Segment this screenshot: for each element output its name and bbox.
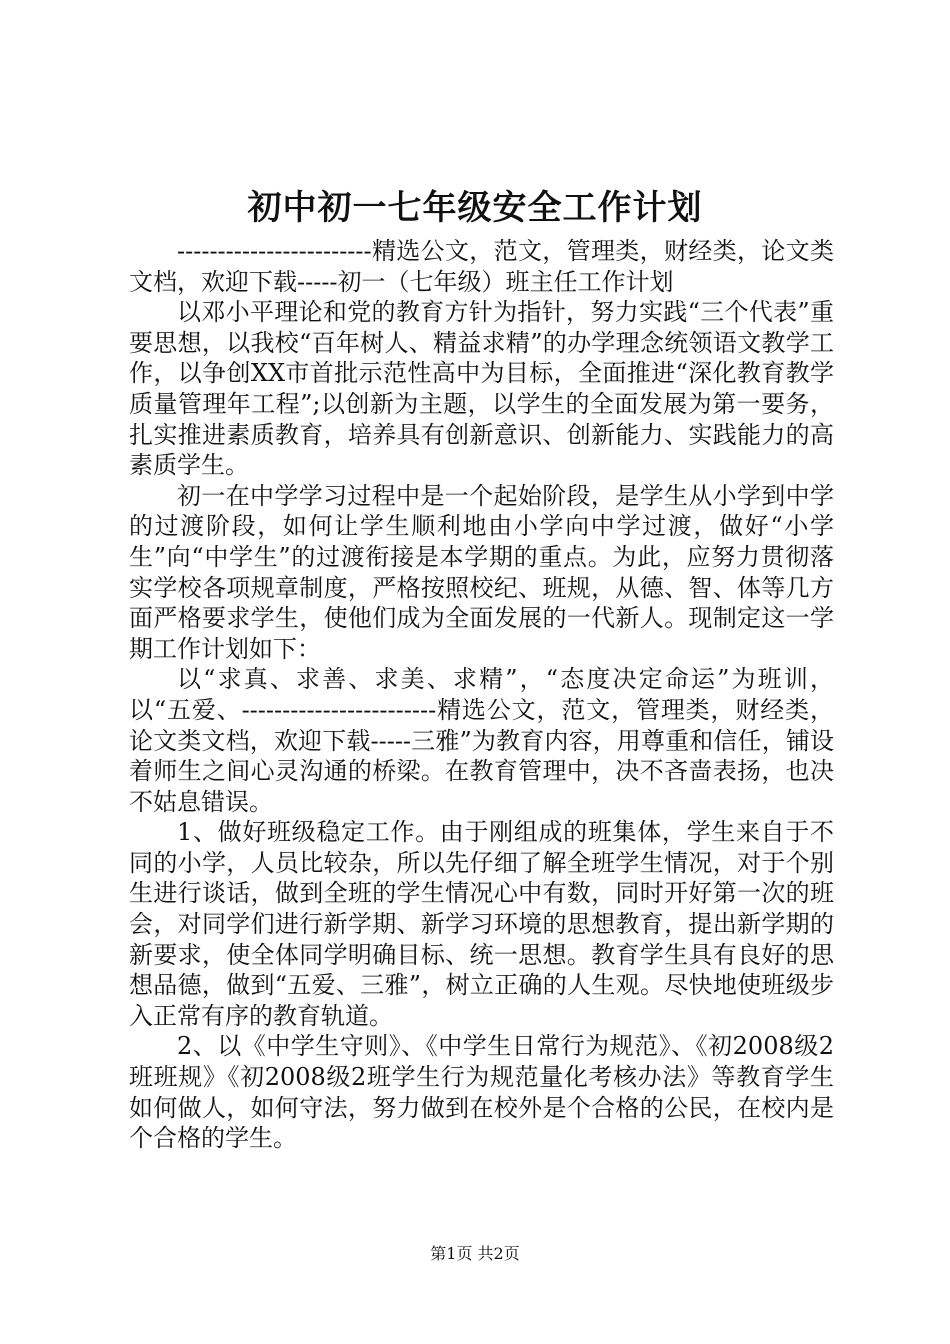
paragraph-guiding-principle: 以邓小平理论和党的教育方针为指针，努力实践“三个代表”重要思想，以我校“百年树人、精益求精”的办学理念统领语文教学工作，以争创XX市首批示范性高中为目标，全面推进“深化教育教学质量管理年工程”;以创新为主题，以学生的全面发展为第一要务，扎实推进素质教育，培养具有创新意识、创新能力、实践能力的高素质学生。 (129, 298, 834, 480)
paragraph-transition-stage: 初一在中学学习过程中是一个起始阶段，是学生从小学到中学的过渡阶段，如何让学生顺利地由小学向中学过渡，做好“小学生”向“中学生”的过渡衔接是本学期的重点。为此，应努力贯彻落实学校各项规章制度，严格按照校纪、班规，从德、智、体等几方面严格要求学生，使他们成为全面发展的一代新人。现制定这一学期工作计划如下： (129, 481, 834, 663)
paragraph-item-2: 2、以《中学生守则》、《中学生日常行为规范》、《初2008级2班班规》《初2008级2班学生行为规范量化考核办法》等教育学生如何做人，如何守法，努力做到在校外是个合格的公民，在校内是个合格的学生。 (129, 1032, 834, 1153)
paragraph-item-1: 1、做好班级稳定工作。由于刚组成的班集体，学生来自于不同的小学，人员比较杂，所以先仔细了解全班学生情况，对于个别生进行谈话，做到全班的学生情况心中有数，同时开好第一次的班会，对同学们进行新学期、新学习环境的思想教育，提出新学期的新要求，使全体同学明确目标、统一思想。教育学生具有良好的思想品德，做到“五爱、三雅”，树立正确的人生观。尽快地使班级步入正常有序的教育轨道。 (129, 818, 834, 1030)
paragraph-intro: ------------------------精选公文，范文，管理类，财经类，论文类文档，欢迎下载-----初一（七年级）班主任工作计划 (129, 237, 834, 296)
document-title: 初中初一七年级安全工作计划 (247, 188, 703, 228)
page-number-footer: 第1页 共2页 (430, 1244, 520, 1263)
document-body (129, 236, 834, 1154)
paragraph-class-motto: 以“求真、求善、求美、求精”，“态度决定命运”为班训，以“五爱、------------------------精选公文，范文，管理类，财经类，论文类文档，欢迎下载-----三雅”为教育内容，用尊重和信任，铺设着师生之间心灵沟通的桥梁。在教育管理中，决不吝啬表扬，也决不姑息错误。 (129, 665, 834, 816)
